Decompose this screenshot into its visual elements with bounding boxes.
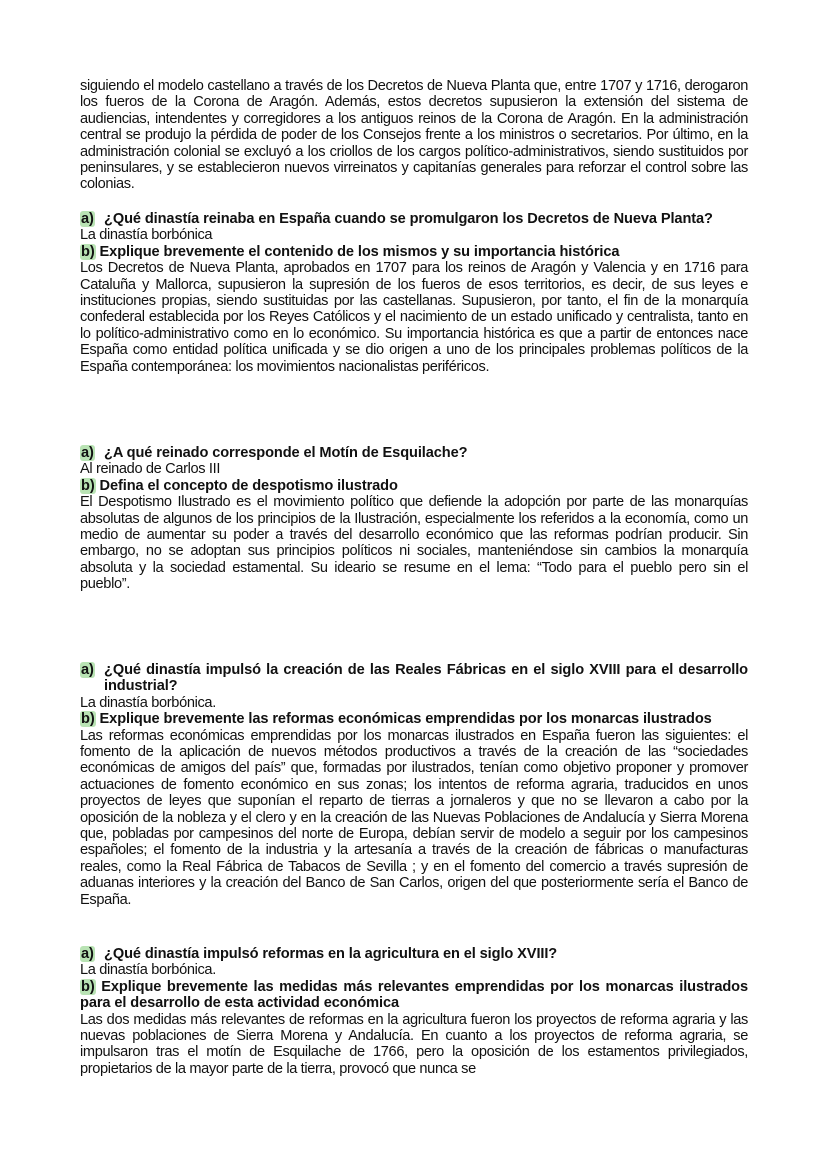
question-a — [80, 662, 748, 695]
question-b-text: Explique brevemente las medidas más relevantes emprendidas por los monarcas ilustrados para el desarrollo de esta actividad económica — [80, 978, 748, 1012]
question-block — [80, 211, 748, 375]
answer-b: Las dos medidas más relevantes de reformas en la agricultura fueron los proyectos de reforma agraria y las nuevas poblaciones de Sierra Morena y Andalucía. En cuanto a los proyectos de reforma agraria, se impulsaron tras el motín de Esquilache de 1766, pero la oposición de los estamentos privilegiados, propietarios de la mayor parte de la tierra, provocó que nunca se — [80, 1011, 748, 1077]
question-b — [80, 979, 748, 1012]
answer-b: Las reformas económicas emprendidas por los monarcas ilustrados en España fueron las siguientes: el fomento de la aplicación de nuevos métodos productivos a través de la creación de las “sociedades económicas de amigos del país” que, formadas por ilustrados, tenían como objetivo proponer y promover actuaciones de fomento económico en sus zonas; los intentos de reforma agraria, traducidos en unos proyectos de leyes que suponían el reparto de tierras a jornaleros y que no se llevaron a cabo por la oposición de la nobleza y el clero y en la creación de las Nuevas Poblaciones de Andalucía y Sierra Morena que, pobladas por campesinos del norte de Europa, debían servir de modelo a seguir por los campesinos españoles; el fomento de la industria y la artesanía a través de la creación de fábricas o manufacturas reales, como la Real Fábrica de Tabacos de Sevilla ; y en el fomento del comercio a través supresión de aduanas interiores y la creación del Banco de San Carlos, origen del que posteriormente sería el Banco de España. — [80, 727, 748, 908]
intro-paragraph: siguiendo el modelo castellano a través de los Decretos de Nueva Planta que, entre 1707 y 1716, derogaron los fueros de la Corona de Aragón. Además, estos decretos supusieron la extensión del sistema de audiencias, intendentes y corregidores a los antiguos reinos de la Corona de Aragón. En la administración central se produjo la pérdida de poder de los Consejos frente a los ministros o secretarios. Por último, en la administración colonial se excluyó a los criollos de los cargos político-administrativos, siendo sustituidos por peninsulares, y se establecieron nuevos virreinatos y capitanías generales para reforzar el control sobre las colonias. — [80, 78, 748, 193]
intro-paragraph-block — [80, 78, 748, 193]
question-a-text: ¿Qué dinastía impulsó reformas en la agricultura en el siglo XVIII? — [104, 946, 558, 962]
question-b-label: b) — [81, 978, 95, 995]
question-a-label: a) — [81, 445, 94, 461]
question-a-label: a) — [81, 211, 94, 227]
question-a — [80, 946, 748, 962]
answer-b: Los Decretos de Nueva Planta, aprobados en 1707 para los reinos de Aragón y Valencia y en 1716 para Cataluña y Mallorca, supusieron la supresión de los fueros de esos territorios, es decir, de sus leyes e instituciones propias, siendo sustituidas por las castellanas. Supusieron, por tanto, el fin de la monarquía confederal establecida por los Reyes Católicos y el nacimiento de un estado unificado y centralista, tanto en lo político-administrativo como en lo económico. Su importancia histórica es que a partir de entonces nace España como entidad política unificada y se dio origen a uno de los principales problemas políticos de la España contemporánea: los movimientos nacionalistas periféricos. — [80, 260, 748, 375]
question-a-text: ¿Qué dinastía impulsó la creación de las Reales Fábricas en el siglo XVIII para el desarrollo industrial? — [104, 662, 748, 695]
question-b-text: Explique brevemente las reformas económicas emprendidas por los monarcas ilustrados — [99, 711, 712, 728]
question-a — [80, 445, 748, 461]
question-a-label: a) — [81, 946, 94, 962]
answer-b: El Despotismo Ilustrado es el movimiento político que defiende la adopción por parte de las monarquías absolutas de algunos de los principios de la Ilustración, especialmente los referidos a la economía, como un medio de aumentar su poder a través del desarrollo económico que las reformas podrían producir. Sin embargo, no se adoptan sus principios políticos ni sociales, manteniéndose sin cambios la monarquía absoluta y la sociedad estamental. Su ideario se resume en el lema: “Todo para el pueblo pero sin el pueblo”. — [80, 494, 748, 593]
answer-a: La dinastía borbónica — [80, 227, 213, 244]
question-a-text: ¿Qué dinastía reinaba en España cuando se promulgaron los Decretos de Nueva Planta? — [104, 211, 713, 227]
question-b-text: Defina el concepto de despotismo ilustrado — [99, 477, 398, 494]
question-b — [80, 478, 748, 494]
answer-a: La dinastía borbónica. — [80, 694, 216, 711]
question-b — [80, 711, 748, 727]
question-a-label: a) — [81, 662, 94, 678]
question-b-label: b) — [81, 711, 95, 728]
question-a-text: ¿A qué reinado corresponde el Motín de Esquilache? — [104, 445, 468, 461]
question-block — [80, 946, 748, 1077]
question-b-label: b) — [81, 243, 95, 260]
question-block — [80, 445, 748, 593]
question-b-label: b) — [81, 477, 95, 494]
answer-a: La dinastía borbónica. — [80, 962, 216, 979]
answer-a: Al reinado de Carlos III — [80, 461, 221, 478]
question-block — [80, 662, 748, 908]
question-a — [80, 211, 748, 227]
question-b — [80, 244, 748, 260]
question-b-text: Explique brevemente el contenido de los mismos y su importancia histórica — [99, 243, 620, 260]
